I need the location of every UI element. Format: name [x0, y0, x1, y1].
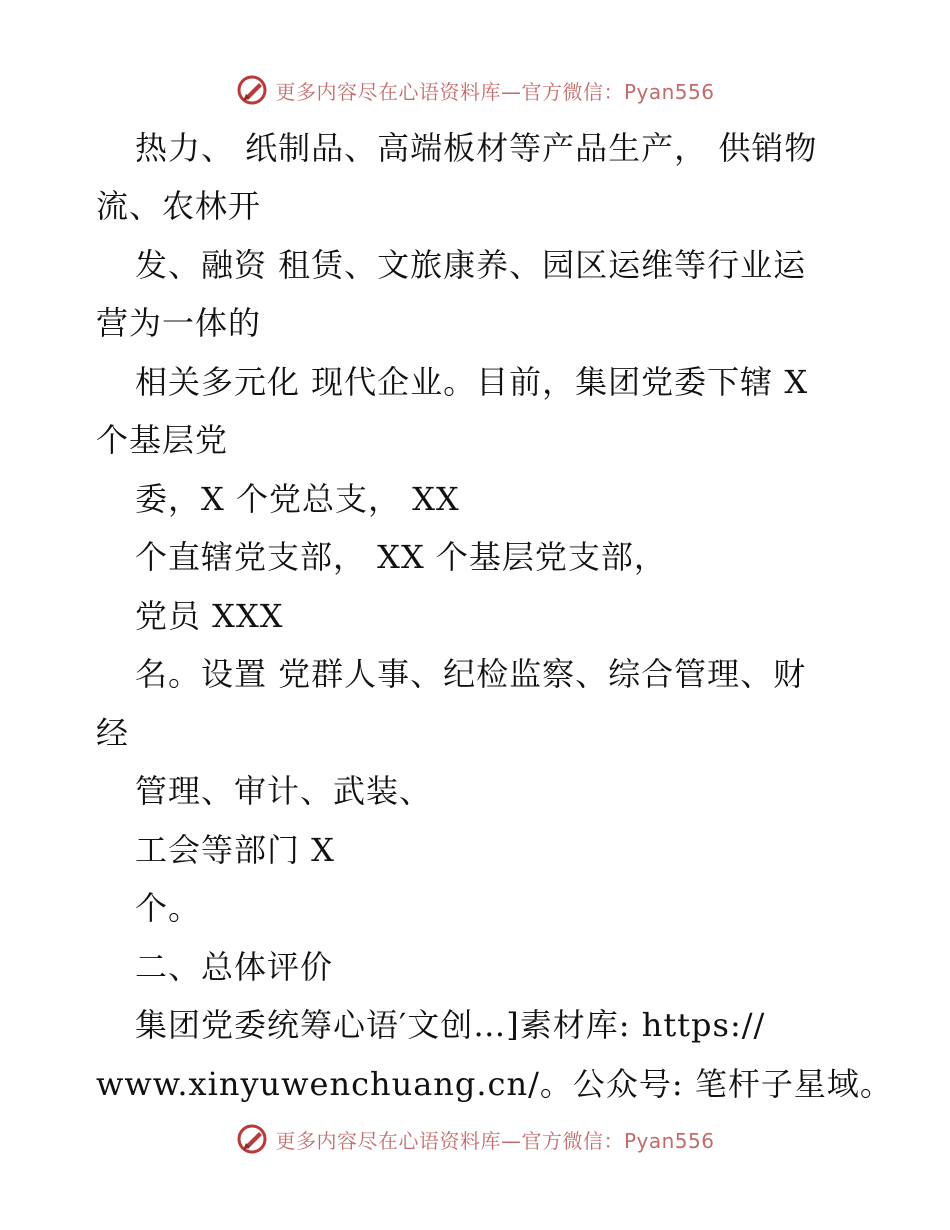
document-line: 营为一体的 [96, 304, 262, 342]
pen-circle-logo-icon [235, 73, 269, 107]
document-line: 名。设置 党群人事、纪检监察、综合管理、财 [135, 655, 807, 693]
document-line: 热力、 纸制品、高端板材等产品生产， 供销物 [135, 129, 818, 167]
pen-circle-logo-icon [235, 1122, 269, 1156]
document-line: www.xinyuwenchuang.cn/。公众号: 笔杆子星域。 [96, 1065, 893, 1103]
document-line: 发、融资 租赁、文旅康养、园区运维等行业运 [135, 246, 807, 284]
document-line: 集团党委统筹心语′文创…]素材库: https:// [135, 1006, 766, 1044]
footer-banner-text: 更多内容尽在心语资料库—官方微信：Pyan556 [275, 1128, 715, 1153]
section-heading: 二、总体评价 [135, 948, 334, 986]
document-line: 工会等部门 X [135, 831, 335, 869]
document-line: 个直辖党支部， XX 个基层党支部， [135, 538, 667, 576]
document-line: 个。 [135, 889, 202, 927]
document-line: 党员 XXX [135, 597, 284, 635]
header-banner-text: 更多内容尽在心语资料库—官方微信：Pyan556 [275, 79, 715, 104]
document-line: 个基层党 [96, 421, 229, 459]
document-line: 委，X 个党总支， XX [135, 480, 460, 518]
document-line: 管理、审计、武装、 [135, 772, 433, 810]
footer-banner [0, 1119, 950, 1159]
document-line: 流、农林开 [96, 187, 262, 225]
document-line: 相关多元化 现代企业。目前，集团党委下辖 X [135, 363, 809, 401]
header-banner [0, 70, 950, 110]
document-line: 经 [96, 714, 130, 752]
